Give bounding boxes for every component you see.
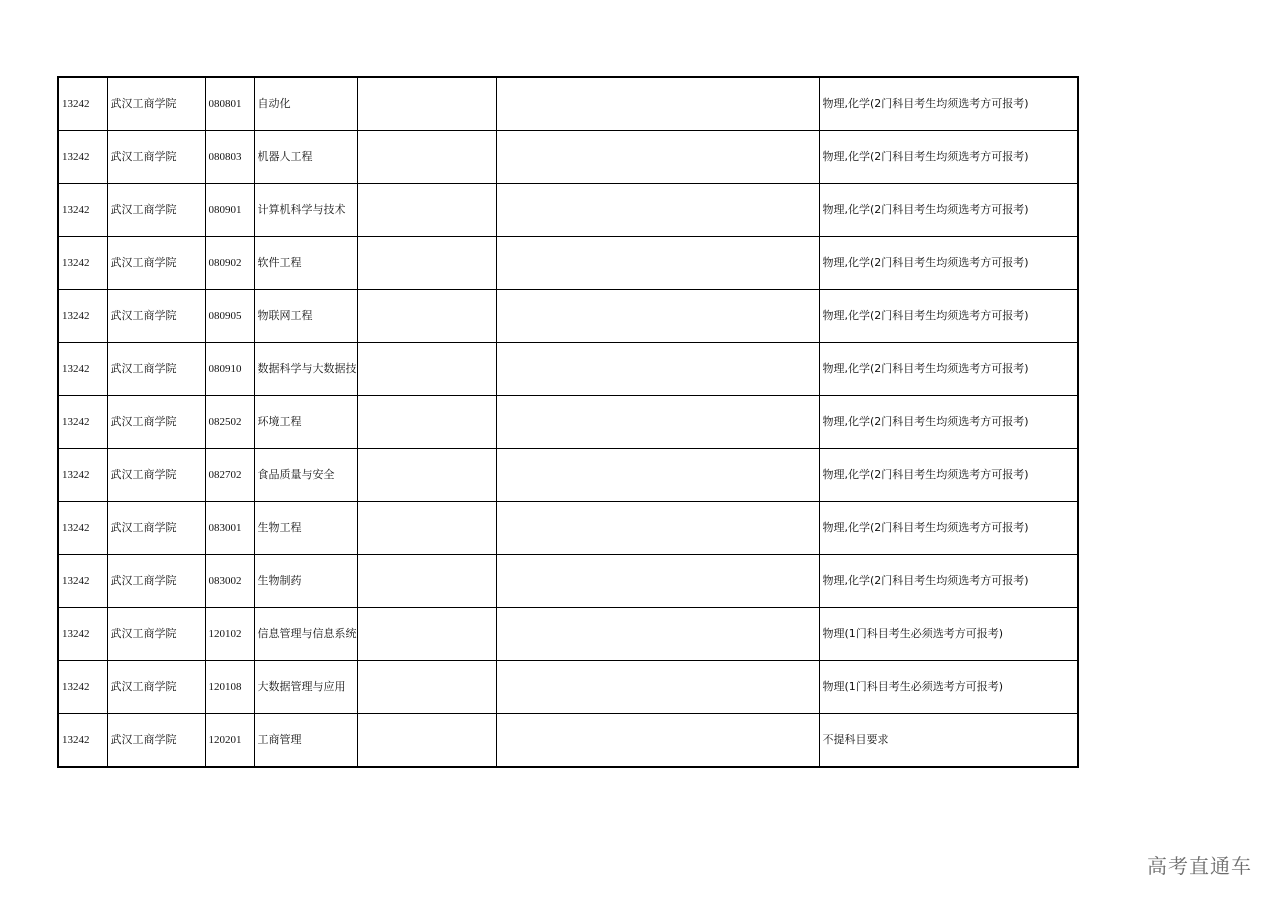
empty-cell [496,290,819,343]
subject-requirement-cell: 物理(1门科目考生必须选考方可报考) [819,661,1078,714]
school-code-cell: 13242 [58,77,107,131]
table-row [58,661,1078,714]
school-name-cell: 武汉工商学院 [107,714,205,768]
empty-cell [496,237,819,290]
major-name-cell: 生物工程 [254,502,357,555]
major-code-cell: 082702 [205,449,254,502]
major-code-cell: 083001 [205,502,254,555]
table-row [58,608,1078,661]
empty-cell [496,343,819,396]
major-name-cell: 自动化 [254,77,357,131]
empty-cell [496,661,819,714]
subject-requirement-cell: 物理(1门科目考生必须选考方可报考) [819,608,1078,661]
major-name-cell: 软件工程 [254,237,357,290]
major-code-cell: 083002 [205,555,254,608]
school-code-cell: 13242 [58,343,107,396]
table-row [58,343,1078,396]
subject-requirement-cell: 不提科目要求 [819,714,1078,768]
empty-cell [357,237,496,290]
subject-requirement-cell: 物理,化学(2门科目考生均须选考方可报考) [819,290,1078,343]
table-row [58,396,1078,449]
major-code-cell: 080801 [205,77,254,131]
subject-requirement-cell: 物理,化学(2门科目考生均须选考方可报考) [819,502,1078,555]
admission-requirements-table [57,76,1079,768]
school-name-cell: 武汉工商学院 [107,396,205,449]
empty-cell [496,396,819,449]
school-code-cell: 13242 [58,661,107,714]
table-row [58,290,1078,343]
major-code-cell: 080803 [205,131,254,184]
major-name-cell: 机器人工程 [254,131,357,184]
empty-cell [357,449,496,502]
school-code-cell: 13242 [58,714,107,768]
subject-requirement-cell: 物理,化学(2门科目考生均须选考方可报考) [819,555,1078,608]
school-name-cell: 武汉工商学院 [107,555,205,608]
table-row [58,184,1078,237]
school-code-cell: 13242 [58,608,107,661]
school-name-cell: 武汉工商学院 [107,502,205,555]
table-row [58,502,1078,555]
empty-cell [496,502,819,555]
school-code-cell: 13242 [58,449,107,502]
empty-cell [357,396,496,449]
subject-requirement-cell: 物理,化学(2门科目考生均须选考方可报考) [819,184,1078,237]
major-name-cell: 物联网工程 [254,290,357,343]
table-row [58,449,1078,502]
major-name-cell: 工商管理 [254,714,357,768]
empty-cell [357,608,496,661]
school-code-cell: 13242 [58,502,107,555]
school-name-cell: 武汉工商学院 [107,290,205,343]
school-name-cell: 武汉工商学院 [107,661,205,714]
school-code-cell: 13242 [58,237,107,290]
school-code-cell: 13242 [58,555,107,608]
school-name-cell: 武汉工商学院 [107,449,205,502]
school-code-cell: 13242 [58,184,107,237]
table-row [58,131,1078,184]
empty-cell [496,184,819,237]
empty-cell [496,77,819,131]
table-body [58,77,1078,767]
table-row [58,237,1078,290]
empty-cell [357,661,496,714]
empty-cell [357,343,496,396]
major-name-cell: 信息管理与信息系统 [254,608,357,661]
empty-cell [357,502,496,555]
empty-cell [357,290,496,343]
major-name-cell: 生物制药 [254,555,357,608]
empty-cell [357,131,496,184]
major-code-cell: 080902 [205,237,254,290]
school-name-cell: 武汉工商学院 [107,608,205,661]
table-row [58,77,1078,131]
empty-cell [496,608,819,661]
major-name-cell: 环境工程 [254,396,357,449]
empty-cell [496,714,819,768]
school-name-cell: 武汉工商学院 [107,237,205,290]
major-code-cell: 080901 [205,184,254,237]
subject-requirement-cell: 物理,化学(2门科目考生均须选考方可报考) [819,77,1078,131]
major-code-cell: 082502 [205,396,254,449]
empty-cell [357,77,496,131]
subject-requirement-cell: 物理,化学(2门科目考生均须选考方可报考) [819,396,1078,449]
empty-cell [357,714,496,768]
school-code-cell: 13242 [58,396,107,449]
school-name-cell: 武汉工商学院 [107,184,205,237]
empty-cell [496,555,819,608]
table-row [58,555,1078,608]
major-code-cell: 080905 [205,290,254,343]
major-name-cell: 计算机科学与技术 [254,184,357,237]
empty-cell [357,184,496,237]
major-code-cell: 120108 [205,661,254,714]
table-row [58,714,1078,768]
subject-requirement-cell: 物理,化学(2门科目考生均须选考方可报考) [819,343,1078,396]
subject-requirement-cell: 物理,化学(2门科目考生均须选考方可报考) [819,449,1078,502]
major-name-cell: 大数据管理与应用 [254,661,357,714]
school-name-cell: 武汉工商学院 [107,343,205,396]
watermark-text: 高考直通车 [1147,854,1252,878]
school-code-cell: 13242 [58,131,107,184]
major-name-cell: 数据科学与大数据技 [254,343,357,396]
major-code-cell: 080910 [205,343,254,396]
empty-cell [496,449,819,502]
empty-cell [357,555,496,608]
school-code-cell: 13242 [58,290,107,343]
major-code-cell: 120102 [205,608,254,661]
major-code-cell: 120201 [205,714,254,768]
school-name-cell: 武汉工商学院 [107,131,205,184]
subject-requirement-cell: 物理,化学(2门科目考生均须选考方可报考) [819,131,1078,184]
empty-cell [496,131,819,184]
school-name-cell: 武汉工商学院 [107,77,205,131]
subject-requirement-cell: 物理,化学(2门科目考生均须选考方可报考) [819,237,1078,290]
major-name-cell: 食品质量与安全 [254,449,357,502]
